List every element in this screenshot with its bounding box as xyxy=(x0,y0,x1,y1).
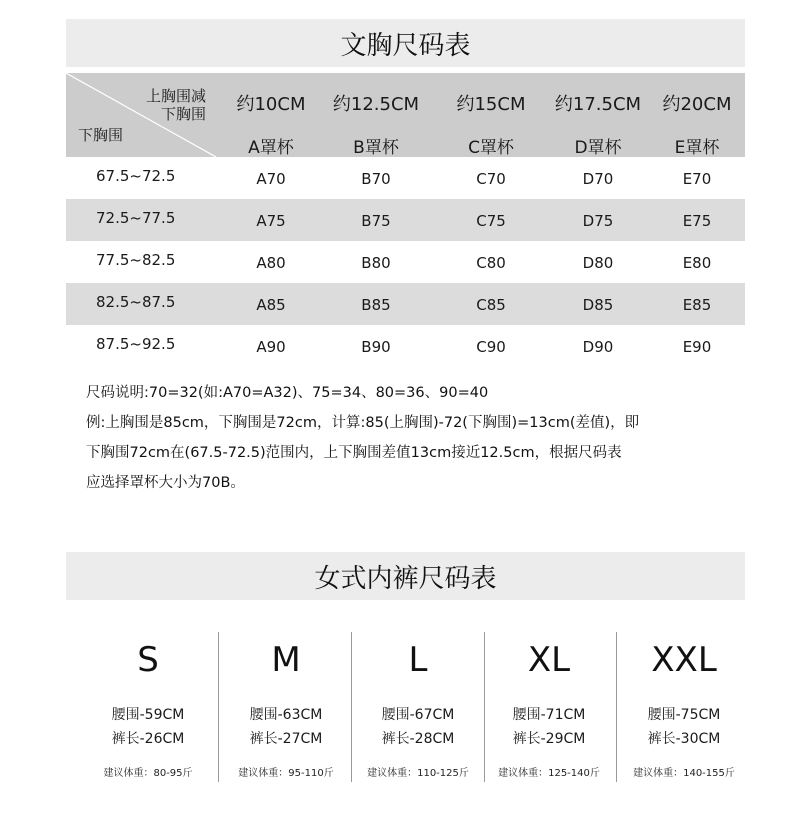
size-length: 裤长-28CM xyxy=(381,731,455,747)
note-line: 尺码说明:70=32(如:A70=A32)、75=34、80=36、90=40 xyxy=(86,385,489,401)
corner-label-top xyxy=(141,87,206,123)
size-length: 裤长-30CM xyxy=(647,731,721,747)
table-cell: A70 xyxy=(256,170,286,188)
size-weight: 建议体重：80-95斤 xyxy=(103,768,193,779)
table-row xyxy=(66,241,745,283)
table-cell: D80 xyxy=(582,254,614,272)
size-divider xyxy=(218,632,219,782)
table-cell: C80 xyxy=(476,254,506,272)
table-cell: B70 xyxy=(361,170,391,188)
bra-size-chart-title: 文胸尺码表 xyxy=(340,30,471,61)
table-cell: C70 xyxy=(476,170,506,188)
table-cell: D70 xyxy=(582,170,614,188)
table-cell: B85 xyxy=(361,296,391,314)
table-row xyxy=(66,325,745,367)
table-cell: D90 xyxy=(582,338,614,356)
note-line: 应选择罩杯大小为70B。 xyxy=(86,475,245,491)
note-line: 例:上胸围是85cm，下胸围是72cm，计算:85(上胸围)-72(下胸围)=13cm(差值)，即 xyxy=(86,415,640,431)
table-cell: A75 xyxy=(256,212,286,230)
table-cell: B80 xyxy=(361,254,391,272)
table-cell: B75 xyxy=(361,212,391,230)
size-length: 裤长-29CM xyxy=(512,731,586,747)
table-cell: B90 xyxy=(361,338,391,356)
size-letter: XL xyxy=(527,640,571,680)
header-cm: 约15CM xyxy=(456,94,526,115)
table-cell: C75 xyxy=(476,212,506,230)
size-divider xyxy=(616,632,617,782)
size-length: 裤长-27CM xyxy=(249,731,323,747)
brief-size-chart-title: 女式内裤尺码表 xyxy=(314,563,497,594)
table-cell: D75 xyxy=(582,212,614,230)
corner-label-bottom: 下胸围 xyxy=(78,126,124,144)
table-cell: E75 xyxy=(682,212,712,230)
row-range: 82.5~87.5 xyxy=(96,293,176,311)
size-weight: 建议体重：125-140斤 xyxy=(498,768,600,779)
corner-label-top-line2: 下胸围 xyxy=(160,105,206,123)
table-row xyxy=(66,199,745,241)
row-range: 67.5~72.5 xyxy=(96,167,176,185)
size-notes xyxy=(86,378,726,498)
table-cell: E90 xyxy=(682,338,712,356)
size-weight: 建议体重：95-110斤 xyxy=(238,768,334,779)
size-waist: 腰围-63CM xyxy=(249,707,323,723)
size-letter: M xyxy=(271,640,301,680)
size-letter: XXL xyxy=(651,640,717,680)
note-line: 下胸围72cm在(67.5-72.5)范围内，上下胸围差值13cm接近12.5cm，根据尺码表 xyxy=(86,445,622,461)
header-cm: 约17.5CM xyxy=(554,94,642,115)
brief-size-chart-title-banner xyxy=(66,552,745,600)
corner-label-top-line1: 上胸围减 xyxy=(145,87,206,105)
table-cell: D85 xyxy=(582,296,614,314)
table-row xyxy=(66,157,745,199)
header-cm: 约20CM xyxy=(662,94,732,115)
size-waist: 腰围-67CM xyxy=(381,707,455,723)
size-waist: 腰围-75CM xyxy=(647,707,721,723)
bra-size-chart-title-banner xyxy=(66,19,745,67)
size-letter: S xyxy=(137,640,159,680)
header-cup: A罩杯 xyxy=(248,138,294,158)
row-range: 87.5~92.5 xyxy=(96,335,176,353)
table-cell: E70 xyxy=(682,170,712,188)
row-range: 77.5~82.5 xyxy=(96,251,176,269)
size-length: 裤长-26CM xyxy=(111,731,185,747)
table-cell: A85 xyxy=(256,296,286,314)
header-cup: D罩杯 xyxy=(574,138,622,158)
size-waist: 腰围-71CM xyxy=(512,707,586,723)
row-range: 72.5~77.5 xyxy=(96,209,176,227)
size-weight: 建议体重：110-125斤 xyxy=(367,768,469,779)
bra-size-table xyxy=(66,73,745,367)
table-cell: A80 xyxy=(256,254,286,272)
table-header xyxy=(66,73,745,157)
table-row xyxy=(66,283,745,325)
header-cup: E罩杯 xyxy=(674,138,720,158)
size-letter: L xyxy=(408,640,428,680)
size-waist: 腰围-59CM xyxy=(111,707,185,723)
table-cell: C90 xyxy=(476,338,506,356)
header-cm: 约12.5CM xyxy=(332,94,420,115)
table-cell: E80 xyxy=(682,254,712,272)
table-cell: A90 xyxy=(256,338,286,356)
header-cm: 约10CM xyxy=(236,94,306,115)
table-cell: C85 xyxy=(476,296,506,314)
table-cell: E85 xyxy=(682,296,712,314)
size-weight: 建议体重：140-155斤 xyxy=(633,768,735,779)
brief-size-list xyxy=(66,628,745,788)
header-cup: B罩杯 xyxy=(353,138,399,158)
header-cup: C罩杯 xyxy=(468,138,514,158)
